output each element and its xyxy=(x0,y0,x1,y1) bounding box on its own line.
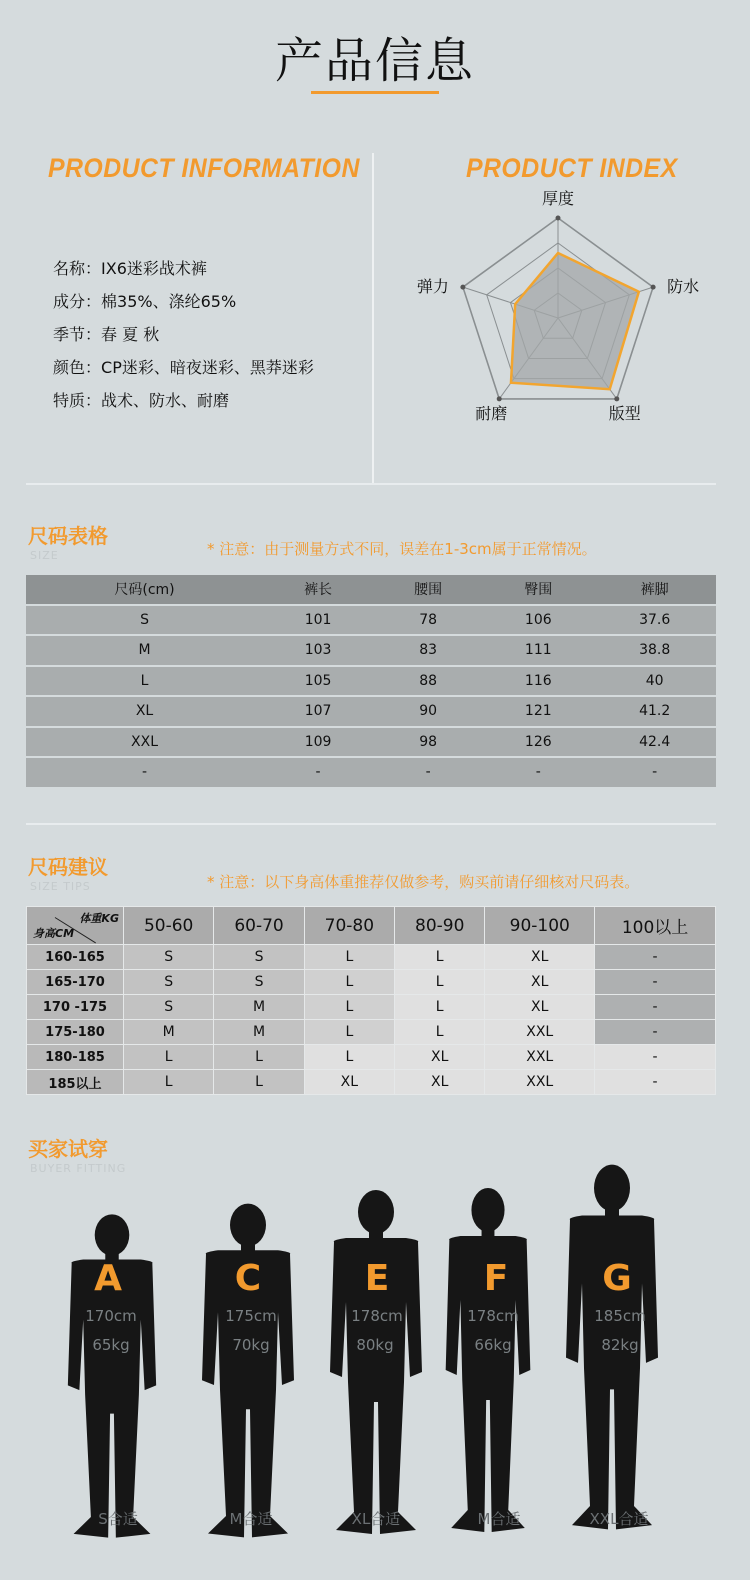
radar-vertex xyxy=(460,285,465,290)
model-weight: 80kg xyxy=(356,1336,394,1354)
model-height: 178cm xyxy=(351,1307,403,1325)
height-axis-label: 身高CM xyxy=(33,927,75,940)
table-row: XL 107 90 121 41.2 xyxy=(26,696,716,727)
radar-value-area xyxy=(511,253,639,389)
weight-header: 100以上 xyxy=(595,907,716,945)
weight-header: 50-60 xyxy=(124,907,214,945)
silhouette-e xyxy=(330,1190,422,1534)
vertical-divider xyxy=(372,153,374,483)
weight-axis-label: 体重KG xyxy=(79,912,119,925)
product-information-heading: PRODUCT INFORMATION xyxy=(48,153,360,183)
model-height: 175cm xyxy=(225,1307,277,1325)
model-height: 185cm xyxy=(594,1307,646,1325)
section-divider xyxy=(26,823,716,825)
model-letter: C xyxy=(234,1258,262,1299)
radar-vertex xyxy=(651,285,656,290)
column-header: 腰围 xyxy=(373,575,483,605)
model-fit: XL合适 xyxy=(351,1510,401,1528)
model-letter: A xyxy=(94,1258,122,1299)
model-weight: 66kg xyxy=(474,1336,512,1354)
size-chart-title: 尺码表格 xyxy=(28,524,108,548)
info-row: 名称：IX6迷彩战术裤 xyxy=(53,259,207,278)
info-row: 季节：春 夏 秋 xyxy=(53,325,160,344)
page-title: 产品信息 xyxy=(274,33,475,89)
product-index-radar xyxy=(410,189,710,455)
table-row: 185以上 L L XL XL XXL - xyxy=(27,1070,716,1095)
radar-vertex xyxy=(556,216,561,221)
table-row: 170 -175 S M L L XL - xyxy=(27,995,716,1020)
radar-axis-label: 版型 xyxy=(608,403,641,423)
model-height: 170cm xyxy=(85,1307,137,1325)
silhouette-f xyxy=(446,1188,531,1532)
model-weight: 65kg xyxy=(92,1336,130,1354)
table-row: L 105 88 116 40 xyxy=(26,666,716,697)
model-fit: M合适 xyxy=(229,1510,273,1528)
size-chart-subtitle: SIZE xyxy=(30,549,59,562)
radar-vertex xyxy=(614,396,619,401)
model-letter: F xyxy=(483,1258,509,1299)
column-header: 尺码(cm) xyxy=(26,575,263,605)
model-height: 178cm xyxy=(467,1307,519,1325)
radar-axis-label: 厚度 xyxy=(541,189,575,208)
size-advice-table xyxy=(26,906,716,1095)
table-row: S 101 78 106 37.6 xyxy=(26,605,716,636)
table-row: 180-185 L L L XL XXL - xyxy=(27,1045,716,1070)
try-on-title: 买家试穿 xyxy=(28,1137,108,1161)
size-advice-title: 尺码建议 xyxy=(28,855,108,879)
section-divider xyxy=(26,483,716,485)
table-corner-cell xyxy=(27,907,124,945)
table-row: 175-180 M M L L XXL - xyxy=(27,1020,716,1045)
table-row: XXL 109 98 126 42.4 xyxy=(26,727,716,758)
model-letter: E xyxy=(364,1258,390,1299)
model-letter: G xyxy=(602,1258,632,1299)
column-header: 裤长 xyxy=(263,575,373,605)
model-fit: M合适 xyxy=(477,1510,521,1528)
table-row: M 103 83 111 38.8 xyxy=(26,635,716,666)
info-row: 特质：战术、防水、耐磨 xyxy=(53,391,230,410)
try-on-subtitle: BUYER FITTING xyxy=(30,1162,127,1175)
model-fit: S合适 xyxy=(98,1510,138,1528)
table-row: 160-165 S S L L XL - xyxy=(27,945,716,970)
product-index-heading: PRODUCT INDEX xyxy=(466,153,678,183)
silhouette-c xyxy=(202,1204,294,1538)
weight-header: 60-70 xyxy=(214,907,304,945)
product-info-list xyxy=(53,252,314,417)
radar-axis-label: 弹力 xyxy=(416,277,449,297)
info-row: 颜色：CP迷彩、暗夜迷彩、黑莽迷彩 xyxy=(53,358,314,377)
table-header-row xyxy=(27,907,716,945)
size-advice-note: * 注意：以下身高体重推荐仅做参考，购买前请仔细核对尺码表。 xyxy=(207,873,640,891)
model-weight: 82kg xyxy=(601,1336,639,1354)
model-fit: XXL合适 xyxy=(589,1510,649,1528)
size-advice-subtitle: SIZE TIPS xyxy=(30,880,91,893)
table-header-row xyxy=(26,575,716,605)
column-header: 裤脚 xyxy=(593,575,716,605)
weight-header: 70-80 xyxy=(304,907,394,945)
table-row: - - - - - xyxy=(26,757,716,788)
title-underline xyxy=(311,91,439,94)
weight-header: 80-90 xyxy=(395,907,485,945)
model-weight: 70kg xyxy=(232,1336,270,1354)
radar-axis-label: 耐磨 xyxy=(475,403,508,423)
size-table xyxy=(26,575,716,789)
column-header: 臀围 xyxy=(483,575,593,605)
weight-header: 90-100 xyxy=(485,907,595,945)
radar-axis-label: 防水 xyxy=(667,277,700,297)
table-row: 165-170 S S L L XL - xyxy=(27,970,716,995)
size-chart-note: * 注意：由于测量方式不同，误差在1-3cm属于正常情况。 xyxy=(207,540,597,558)
info-row: 成分：棉35%、涤纶65% xyxy=(53,292,237,311)
radar-vertex xyxy=(497,396,502,401)
